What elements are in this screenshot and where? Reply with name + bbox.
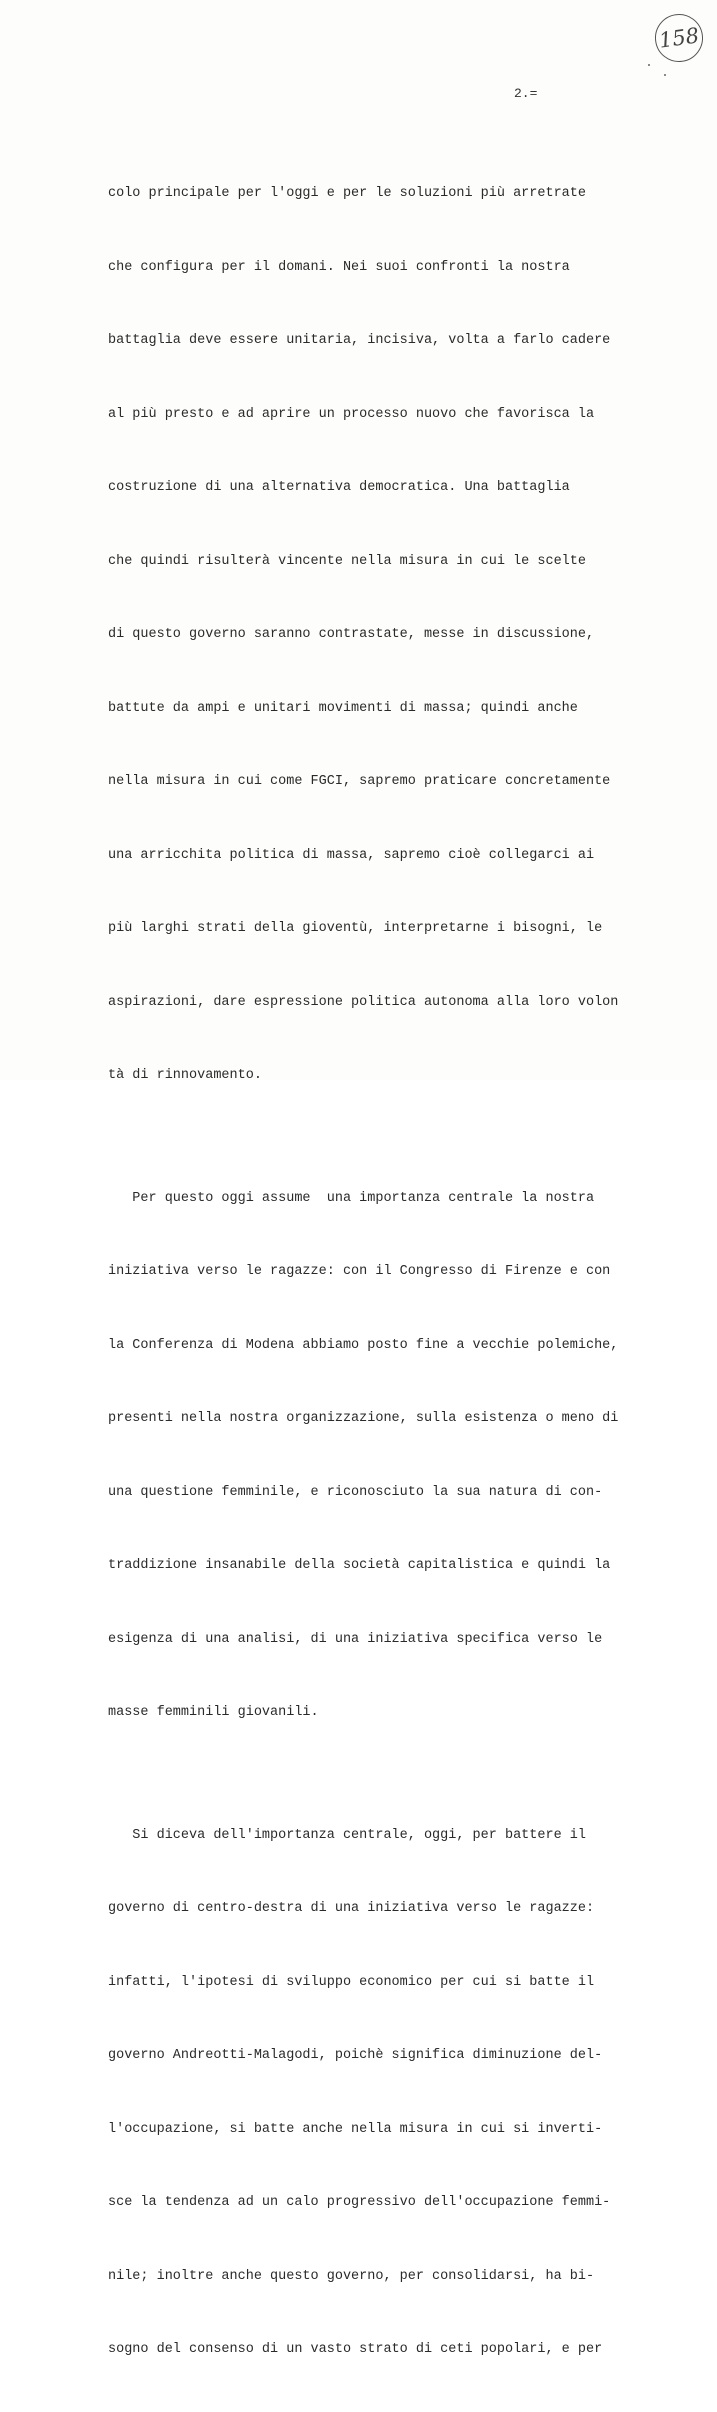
scan-speck <box>664 74 666 76</box>
text-line: colo principale per l'oggi e per le soluzioni più arretrate <box>108 186 586 201</box>
text-line: masse femminili giovanili. <box>108 1705 319 1720</box>
text-line: sogno del consenso di un vasto strato di ceti popolari, e per <box>108 2342 603 2357</box>
text-line: battute da ampi e unitari movimenti di massa; quindi anche <box>108 700 578 716</box>
body-text <box>108 133 648 2412</box>
text-line: governo di centro-destra di una iniziativa verso le ragazze: <box>108 1901 595 1916</box>
text-line: che configura per il domani. Nei suoi confronti la nostra <box>108 259 570 275</box>
paragraph-3 <box>108 1775 648 2412</box>
text-line: iniziativa verso le ragazze: con il Congresso di Firenze e con <box>108 1264 611 1279</box>
text-line: infatti, l'ipotesi di sviluppo economico per cui si batte il <box>108 1974 595 1990</box>
text-line: l'occupazione, si batte anche nella misura in cui si inverti- <box>108 2121 603 2137</box>
text-line: una arricchita politica di massa, sapremo cioè collegarci ai <box>108 847 595 863</box>
text-line: presenti nella nostra organizzazione, sulla esistenza o meno di <box>108 1411 619 1426</box>
text-line: nella misura in cui come FGCI, sapremo praticare concretamente <box>108 774 611 789</box>
text-line: più larghi strati della gioventù, interpretarne i bisogni, le <box>108 921 603 936</box>
text-line: esigenza di una analisi, di una iniziativa specifica verso le <box>108 1631 603 1647</box>
text-line: Si diceva dell'importanza centrale, oggi, per battere il <box>108 1827 586 1843</box>
text-line: governo Andreotti-Malagodi, poichè significa diminuzione del- <box>108 2048 603 2063</box>
text-line: nile; inoltre anche questo governo, per consolidarsi, ha bi- <box>108 2268 595 2284</box>
archive-stamp <box>652 11 706 65</box>
page-number: 2.= <box>514 86 538 101</box>
text-line: sce la tendenza ad un calo progressivo dell'occupazione femmi- <box>108 2195 611 2210</box>
text-line: costruzione di una alternativa democratica. Una battaglia <box>108 480 570 495</box>
text-line: una questione femminile, e riconosciuto la sua natura di con- <box>108 1484 603 1500</box>
paragraph-1 <box>108 133 648 1138</box>
text-line: traddizione insanabile della società capitalistica e quindi la <box>108 1558 611 1573</box>
text-line: la Conferenza di Modena abbiamo posto fine a vecchie polemiche, <box>108 1337 619 1353</box>
paragraph-2 <box>108 1138 648 1775</box>
text-line: Per questo oggi assume una importanza centrale la nostra <box>108 1190 595 1206</box>
text-line: aspirazioni, dare espressione politica autonoma alla loro volon <box>108 994 619 1010</box>
text-line: battaglia deve essere unitaria, incisiva, volta a farlo cadere <box>108 333 611 348</box>
archive-stamp-number: 158 <box>657 23 701 53</box>
text-line: al più presto e ad aprire un processo nuovo che favorisca la <box>108 406 595 422</box>
text-line: che quindi risulterà vincente nella misura in cui le scelte <box>108 553 586 569</box>
text-line: di questo governo saranno contrastate, messe in discussione, <box>108 627 595 642</box>
scan-speck <box>648 64 650 66</box>
text-line: tà di rinnovamento. <box>108 1068 262 1083</box>
